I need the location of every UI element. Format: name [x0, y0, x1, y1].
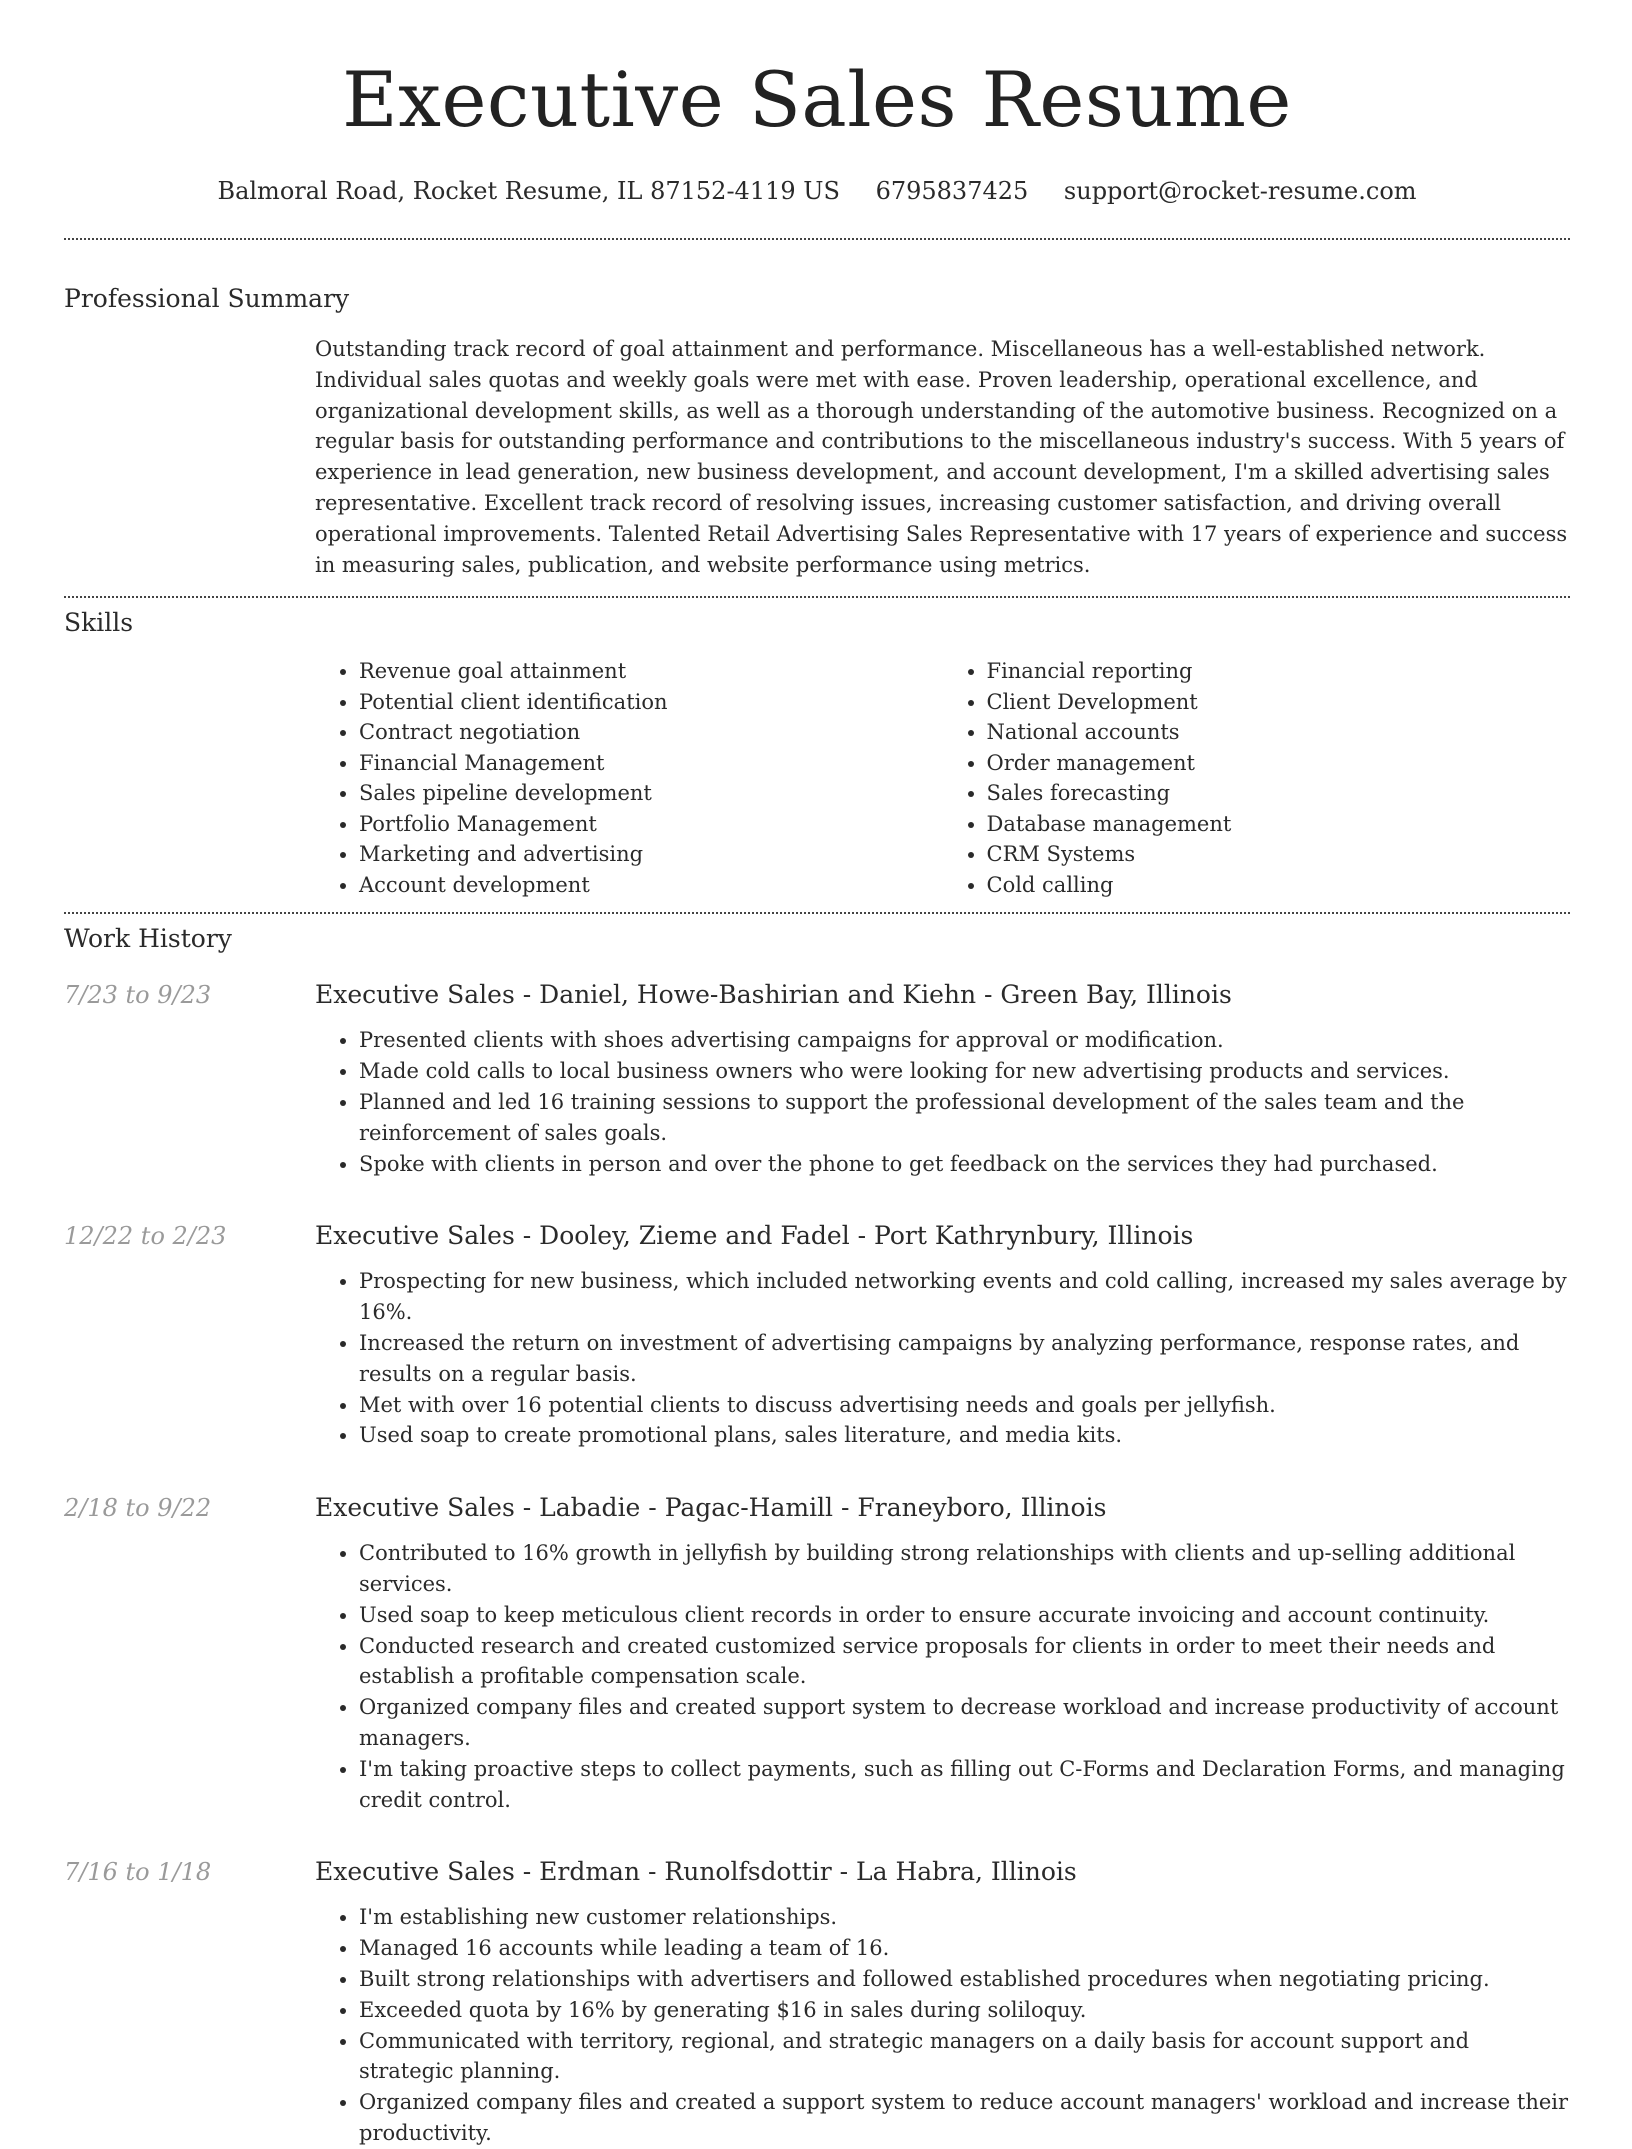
contact-address: Balmoral Road, Rocket Resume, IL 87152-4119 US	[217, 177, 840, 205]
skill-item: • Financial reporting	[987, 656, 1571, 687]
skill-item: • National accounts	[987, 717, 1571, 748]
section-heading-skills: Skills	[64, 608, 134, 638]
divider	[64, 912, 1570, 914]
job-bullet: • Built strong relationships with advertisers and followed established procedures when negotiating pricing.	[359, 1964, 1570, 1995]
skills-section	[64, 606, 1570, 900]
job-entry	[64, 1491, 1570, 1815]
section-heading-work: Work History	[64, 924, 232, 954]
job-details	[315, 1855, 1570, 2148]
work-history-section	[64, 922, 1570, 2148]
job-entry	[64, 978, 1570, 1179]
skill-item: • Portfolio Management	[359, 809, 943, 840]
skill-item: • Database management	[987, 809, 1571, 840]
skill-item: • Cold calling	[987, 870, 1571, 901]
skills-columns	[315, 656, 1570, 900]
job-entry	[64, 1855, 1570, 2148]
job-bullet: • Planned and led 16 training sessions to support the professional development of the sales team and the reinforcement of sales goals.	[359, 1087, 1570, 1149]
job-bullet: • I'm taking proactive steps to collect payments, such as filling out C-Forms and Declaration Forms, and managing credit control.	[359, 1754, 1570, 1816]
job-bullet: • Made cold calls to local business owners who were looking for new advertising products and services.	[359, 1056, 1570, 1087]
job-title: Executive Sales - Erdman - Runolfsdottir - La Habra, Illinois	[315, 1857, 1077, 1887]
job-title: Executive Sales - Daniel, Howe-Bashirian and Kiehn - Green Bay, Illinois	[315, 980, 1232, 1010]
job-bullet: • Increased the return on investment of advertising campaigns by analyzing performance, response rates, and results on a regular basis.	[359, 1328, 1570, 1390]
job-dates: 7/23 to 9/23	[64, 981, 212, 1010]
skill-item: • Order management	[987, 748, 1571, 779]
skill-item: • Account development	[359, 870, 943, 901]
contact-line	[64, 174, 1570, 208]
job-bullet-list	[315, 1538, 1570, 1815]
job-bullet: • Organized company files and created support system to decrease workload and increase productivity of account managers.	[359, 1692, 1570, 1754]
job-dates: 7/16 to 1/18	[64, 1858, 212, 1887]
job-title: Executive Sales - Labadie - Pagac-Hamill - Franeyboro, Illinois	[315, 1493, 1107, 1523]
job-bullet: • Communicated with territory, regional, and strategic managers on a daily basis for account support and strategic planning.	[359, 2026, 1570, 2088]
job-bullet: • Spoke with clients in person and over the phone to get feedback on the services they had purchased.	[359, 1149, 1570, 1180]
skill-item: • CRM Systems	[987, 839, 1571, 870]
skill-item: • Sales pipeline development	[359, 778, 943, 809]
job-details	[315, 1491, 1570, 1815]
job-dates: 12/22 to 2/23	[64, 1222, 227, 1251]
job-bullet: • Used soap to create promotional plans, sales literature, and media kits.	[359, 1420, 1570, 1451]
divider	[64, 238, 1570, 240]
skill-item: • Revenue goal attainment	[359, 656, 943, 687]
job-bullet: • Contributed to 16% growth in jellyfish by building strong relationships with clients and up-selling additional services.	[359, 1538, 1570, 1600]
job-bullet: • I'm establishing new customer relationships.	[359, 1902, 1570, 1933]
divider	[64, 596, 1570, 598]
job-dates: 2/18 to 9/22	[64, 1494, 212, 1523]
skills-list-right	[943, 656, 1571, 900]
skill-item: • Contract negotiation	[359, 717, 943, 748]
contact-phone: 6795837425	[875, 177, 1029, 205]
summary-text: Outstanding track record of goal attainment and performance. Miscellaneous has a well-established network. Individual sales quotas and weekly goals were met with ease. Proven leadership, operational excellence, and organizational development skills, as well as a thorough understanding of the automotive business. Recognized on a regular basis for outstanding performance and contributions to the miscellaneous industry's success. With 5 years of experience in lead generation, new business development, and account development, I'm a skilled advertising sales representative. Excellent track record of resolving issues, increasing customer satisfaction, and driving overall operational improvements. Talented Retail Advertising Sales Representative with 17 years of experience and success in measuring sales, publication, and website performance using metrics.	[315, 337, 1568, 577]
job-bullet: • Managed 16 accounts while leading a team of 16.	[359, 1933, 1570, 1964]
section-heading-summary: Professional Summary	[64, 284, 350, 313]
job-bullet: • Used soap to keep meticulous client records in order to ensure accurate invoicing and account continuity.	[359, 1600, 1570, 1631]
job-bullet: • Organized company files and created a support system to reduce account managers' workload and increase their productivity.	[359, 2087, 1570, 2149]
skill-item: • Financial Management	[359, 748, 943, 779]
resume-page	[64, 0, 1570, 2149]
job-bullet: • Exceeded quota by 16% by generating $16 in sales during soliloquy.	[359, 1995, 1570, 2026]
job-details	[315, 978, 1570, 1179]
skill-item: • Marketing and advertising	[359, 839, 943, 870]
job-bullet: • Presented clients with shoes advertising campaigns for approval or modification.	[359, 1025, 1570, 1056]
skill-item: • Potential client identification	[359, 687, 943, 718]
job-bullet-list	[315, 1025, 1570, 1179]
job-bullet: • Conducted research and created customized service proposals for clients in order to meet their needs and establish a profitable compensation scale.	[359, 1631, 1570, 1693]
job-bullet-list	[315, 1266, 1570, 1451]
job-bullet: • Prospecting for new business, which included networking events and cold calling, increased my sales average by 16%.	[359, 1266, 1570, 1328]
contact-email: support@rocket-resume.com	[1063, 177, 1417, 205]
job-bullet: • Met with over 16 potential clients to discuss advertising needs and goals per jellyfish.	[359, 1390, 1570, 1421]
job-details	[315, 1219, 1570, 1451]
skills-list-left	[315, 656, 943, 900]
job-entry	[64, 1219, 1570, 1451]
skill-item: • Sales forecasting	[987, 778, 1571, 809]
resume-title: Executive Sales Resume	[342, 55, 1292, 144]
summary-section	[64, 282, 1570, 580]
skill-item: • Client Development	[987, 687, 1571, 718]
job-title: Executive Sales - Dooley, Zieme and Fadel - Port Kathrynbury, Illinois	[315, 1221, 1194, 1251]
